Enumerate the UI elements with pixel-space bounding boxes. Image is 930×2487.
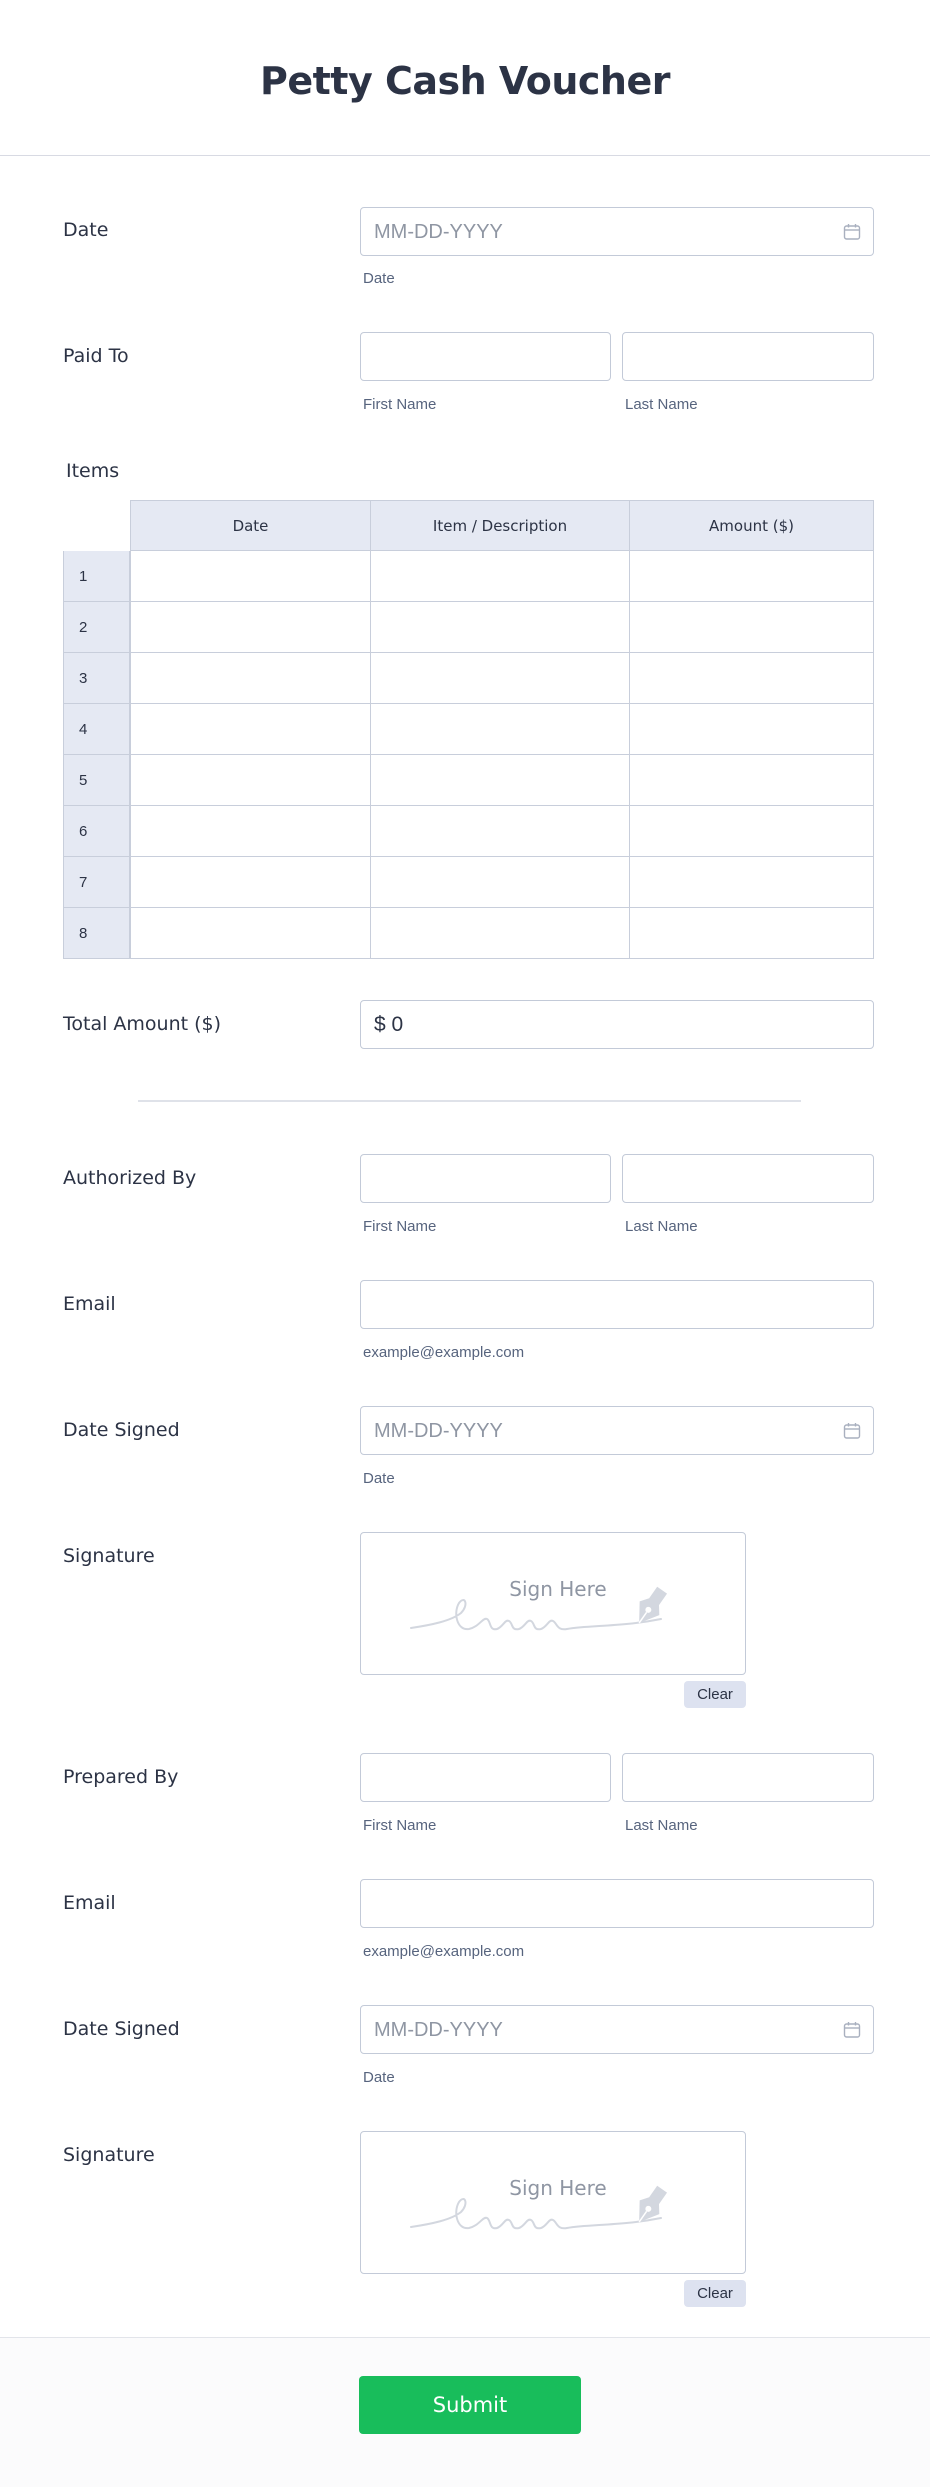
prepared-date-sublabel: Date (363, 2069, 395, 2086)
row-date-cell[interactable] (130, 806, 371, 857)
prepared-email-label: Email (63, 1892, 116, 1914)
calendar-icon[interactable] (843, 1422, 861, 1440)
row-number: 8 (63, 908, 130, 959)
authorized-signature-label: Signature (63, 1545, 155, 1567)
row-number: 3 (63, 653, 130, 704)
row-item-cell[interactable] (371, 602, 630, 653)
row-amount-cell[interactable] (630, 908, 874, 959)
total-amount-label: Total Amount ($) (63, 1013, 222, 1035)
row-item-cell[interactable] (371, 653, 630, 704)
prepared-by-first-sublabel: First Name (363, 1817, 437, 1834)
row-item-cell[interactable] (371, 908, 630, 959)
row-amount-cell[interactable] (630, 704, 874, 755)
prepared-date-signed-input[interactable] (360, 2005, 874, 2054)
row-amount-cell[interactable] (630, 551, 874, 602)
row-amount-cell[interactable] (630, 755, 874, 806)
row-item-cell[interactable] (371, 551, 630, 602)
authorized-date-sublabel: Date (363, 1470, 395, 1487)
row-date-cell[interactable] (130, 653, 371, 704)
date-input[interactable] (360, 207, 874, 256)
signature-placeholder: Sign Here (509, 2176, 607, 2200)
row-number: 4 (63, 704, 130, 755)
row-date-cell[interactable] (130, 755, 371, 806)
paid-to-label: Paid To (63, 345, 129, 367)
row-amount-cell[interactable] (630, 602, 874, 653)
row-number: 5 (63, 755, 130, 806)
prepared-by-first-name-input[interactable] (360, 1753, 611, 1802)
row-number: 7 (63, 857, 130, 908)
prepared-by-last-sublabel: Last Name (625, 1817, 698, 1834)
authorized-by-label: Authorized By (63, 1167, 197, 1189)
paid-to-first-sublabel: First Name (363, 396, 437, 413)
row-date-cell[interactable] (130, 551, 371, 602)
column-header-amount: Amount ($) (630, 500, 874, 551)
authorized-date-signed-input[interactable] (360, 1406, 874, 1455)
prepared-date-signed-label: Date Signed (63, 2018, 180, 2040)
pen-nib-icon (361, 2132, 747, 2275)
authorized-signature-pad[interactable] (360, 1532, 746, 1675)
calendar-icon[interactable] (843, 223, 861, 241)
row-item-cell[interactable] (371, 755, 630, 806)
signature-placeholder: Sign Here (509, 1577, 607, 1601)
authorized-date-placeholder: MM-DD-YYYY (374, 1420, 503, 1442)
prepared-email-input[interactable] (360, 1879, 874, 1928)
authorized-date-signed-label: Date Signed (63, 1419, 180, 1441)
prepared-email-sublabel: example@example.com (363, 1943, 525, 1960)
column-header-item: Item / Description (371, 500, 630, 551)
row-item-cell[interactable] (371, 857, 630, 908)
authorized-by-last-sublabel: Last Name (625, 1218, 698, 1235)
authorized-email-sublabel: example@example.com (363, 1344, 525, 1361)
pen-nib-icon (361, 1533, 747, 1676)
authorized-clear-button[interactable]: Clear (684, 1681, 746, 1708)
row-date-cell[interactable] (130, 602, 371, 653)
page-title: Petty Cash Voucher (260, 58, 670, 103)
authorized-email-input[interactable] (360, 1280, 874, 1329)
row-item-cell[interactable] (371, 806, 630, 857)
row-item-cell[interactable] (371, 704, 630, 755)
prepared-date-placeholder: MM-DD-YYYY (374, 2019, 503, 2041)
row-date-cell[interactable] (130, 908, 371, 959)
authorized-by-last-name-input[interactable] (622, 1154, 874, 1203)
items-table (63, 500, 874, 956)
prepared-signature-pad[interactable] (360, 2131, 746, 2274)
date-placeholder: MM-DD-YYYY (374, 221, 503, 243)
authorized-by-first-sublabel: First Name (363, 1218, 437, 1235)
date-label: Date (63, 219, 109, 241)
authorized-email-label: Email (63, 1293, 116, 1315)
items-label: Items (66, 460, 120, 482)
row-amount-cell[interactable] (630, 857, 874, 908)
calendar-icon[interactable] (843, 2021, 861, 2039)
prepared-by-last-name-input[interactable] (622, 1753, 874, 1802)
form-header (0, 0, 930, 156)
total-amount-input[interactable] (360, 1000, 874, 1049)
paid-to-last-sublabel: Last Name (625, 396, 698, 413)
prepared-clear-button[interactable]: Clear (684, 2280, 746, 2307)
column-header-date: Date (130, 500, 371, 551)
form-footer (0, 2337, 930, 2487)
total-amount-value: $ 0 (374, 1013, 404, 1036)
row-amount-cell[interactable] (630, 653, 874, 704)
section-divider (138, 1100, 801, 1102)
row-date-cell[interactable] (130, 857, 371, 908)
row-number: 2 (63, 602, 130, 653)
prepared-by-label: Prepared By (63, 1766, 179, 1788)
row-number: 1 (63, 551, 130, 602)
paid-to-first-name-input[interactable] (360, 332, 611, 381)
authorized-by-first-name-input[interactable] (360, 1154, 611, 1203)
row-number: 6 (63, 806, 130, 857)
row-amount-cell[interactable] (630, 806, 874, 857)
prepared-signature-label: Signature (63, 2144, 155, 2166)
row-date-cell[interactable] (130, 704, 371, 755)
paid-to-last-name-input[interactable] (622, 332, 874, 381)
submit-button[interactable]: Submit (359, 2376, 581, 2434)
date-sublabel: Date (363, 270, 395, 287)
